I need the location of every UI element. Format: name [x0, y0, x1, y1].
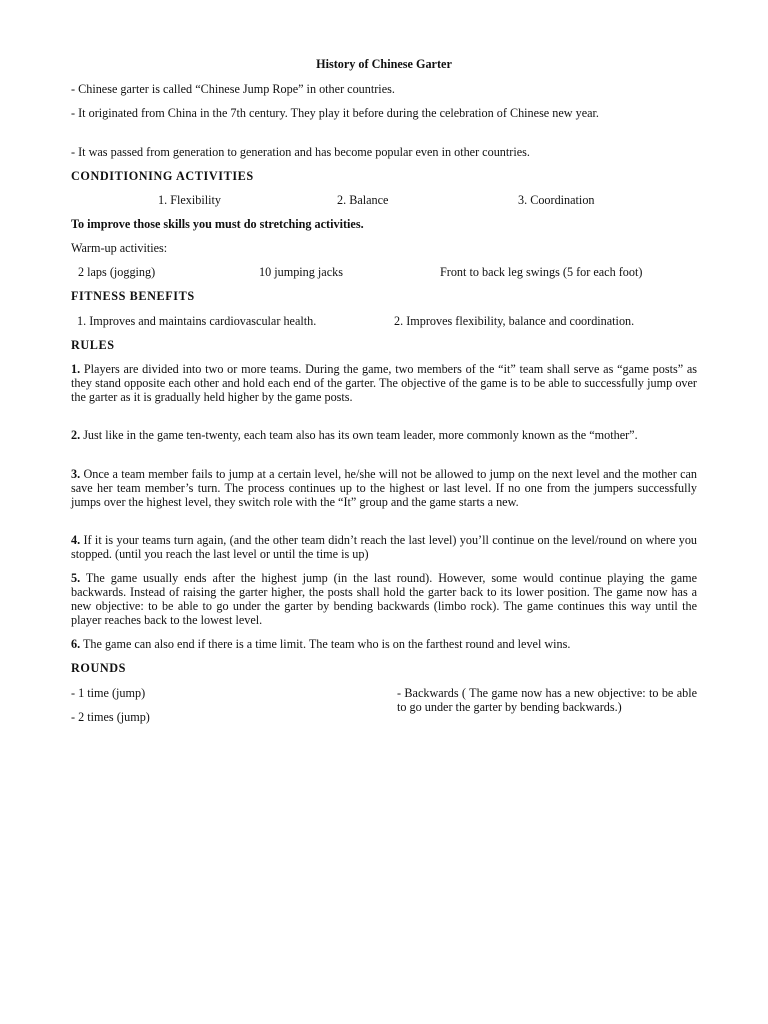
conditioning-item-coordination: 3. Coordination — [518, 193, 595, 207]
rule-item — [71, 428, 697, 442]
rule-text: If it is your teams turn again, (and the other team didn’t reach the last level) you’ll continue on the level/round on where you stopped. (until you reach the last level or until the time is up) — [71, 533, 698, 561]
round-item-2: - 2 times (jump) — [71, 710, 150, 724]
warmup-item-jogging: 2 laps (jogging) — [78, 265, 156, 279]
rule-number: 4. — [71, 533, 81, 547]
history-line-3: - It was passed from generation to generation and has become popular even in other countries. — [71, 145, 530, 159]
round-item-1: - 1 time (jump) — [71, 686, 146, 700]
document-title: History of Chinese Garter — [316, 57, 452, 71]
history-line-2: - It originated from China in the 7th century. They play it before during the celebration of Chinese new year. — [71, 106, 599, 120]
fitness-benefit-1: 1. Improves and maintains cardiovascular health. — [77, 314, 317, 328]
rule-item — [71, 637, 697, 651]
stretching-note: To improve those skills you must do stretching activities. — [71, 217, 364, 231]
rule-item — [71, 362, 697, 404]
rounds-heading: ROUNDS — [71, 661, 127, 675]
rule-text: Once a team member fails to jump at a certain level, he/she will not be allowed to jump on the next level and the mother can save her team member’s turn. The process continues up to the highest or last level. If no one from the jumpers successfully jumps over the highest level, they switch role with the “It” group and the game starts a new. — [71, 467, 698, 509]
round-item-backwards: - Backwards ( The game now has a new objective: to be able to go under the garter by bending backwards.) — [397, 686, 697, 714]
conditioning-item-balance: 2. Balance — [337, 193, 389, 207]
rule-text: Just like in the game ten-twenty, each team also has its own team leader, more commonly known as the “mother”. — [83, 428, 638, 442]
rules-heading: RULES — [71, 338, 115, 352]
rule-number: 3. — [71, 467, 81, 481]
rule-item — [71, 533, 697, 561]
fitness-heading: FITNESS BENEFITS — [71, 289, 195, 303]
conditioning-item-flexibility: 1. Flexibility — [158, 193, 221, 207]
rule-text: The game can also end if there is a time limit. The team who is on the farthest round and level wins. — [82, 637, 571, 651]
fitness-benefit-2: 2. Improves flexibility, balance and coordination. — [394, 314, 635, 328]
warmup-label: Warm-up activities: — [71, 241, 168, 255]
warmup-item-leg-swings: Front to back leg swings (5 for each foot) — [440, 265, 643, 279]
rule-number: 2. — [71, 428, 81, 442]
rule-number: 6. — [71, 637, 81, 651]
rule-item — [71, 467, 697, 509]
history-line-1: - Chinese garter is called “Chinese Jump Rope” in other countries. — [71, 82, 395, 96]
rule-text: The game usually ends after the highest jump (in the last round). However, some would continue playing the game backwards. Instead of raising the garter higher, the posts shall hold the garter back to its lower position. The game now has a new objective: to be able to go under the garter by bending backwards (limbo rock). The game continues this way until the player reaches back to the lowest level. — [71, 571, 697, 627]
rule-number: 5. — [71, 571, 81, 585]
rule-number: 1. — [71, 362, 81, 376]
rule-text: Players are divided into two or more teams. During the game, two members of the “it” team shall serve as “game posts” as they stand opposite each other and hold each end of the garter. The objective of the game is to be able to successfully jump over the garter as it is gradually held higher by the game posts. — [71, 362, 698, 404]
rule-item — [71, 571, 697, 627]
warmup-item-jumping-jacks: 10 jumping jacks — [259, 265, 343, 279]
conditioning-heading: CONDITIONING ACTIVITIES — [71, 169, 254, 183]
